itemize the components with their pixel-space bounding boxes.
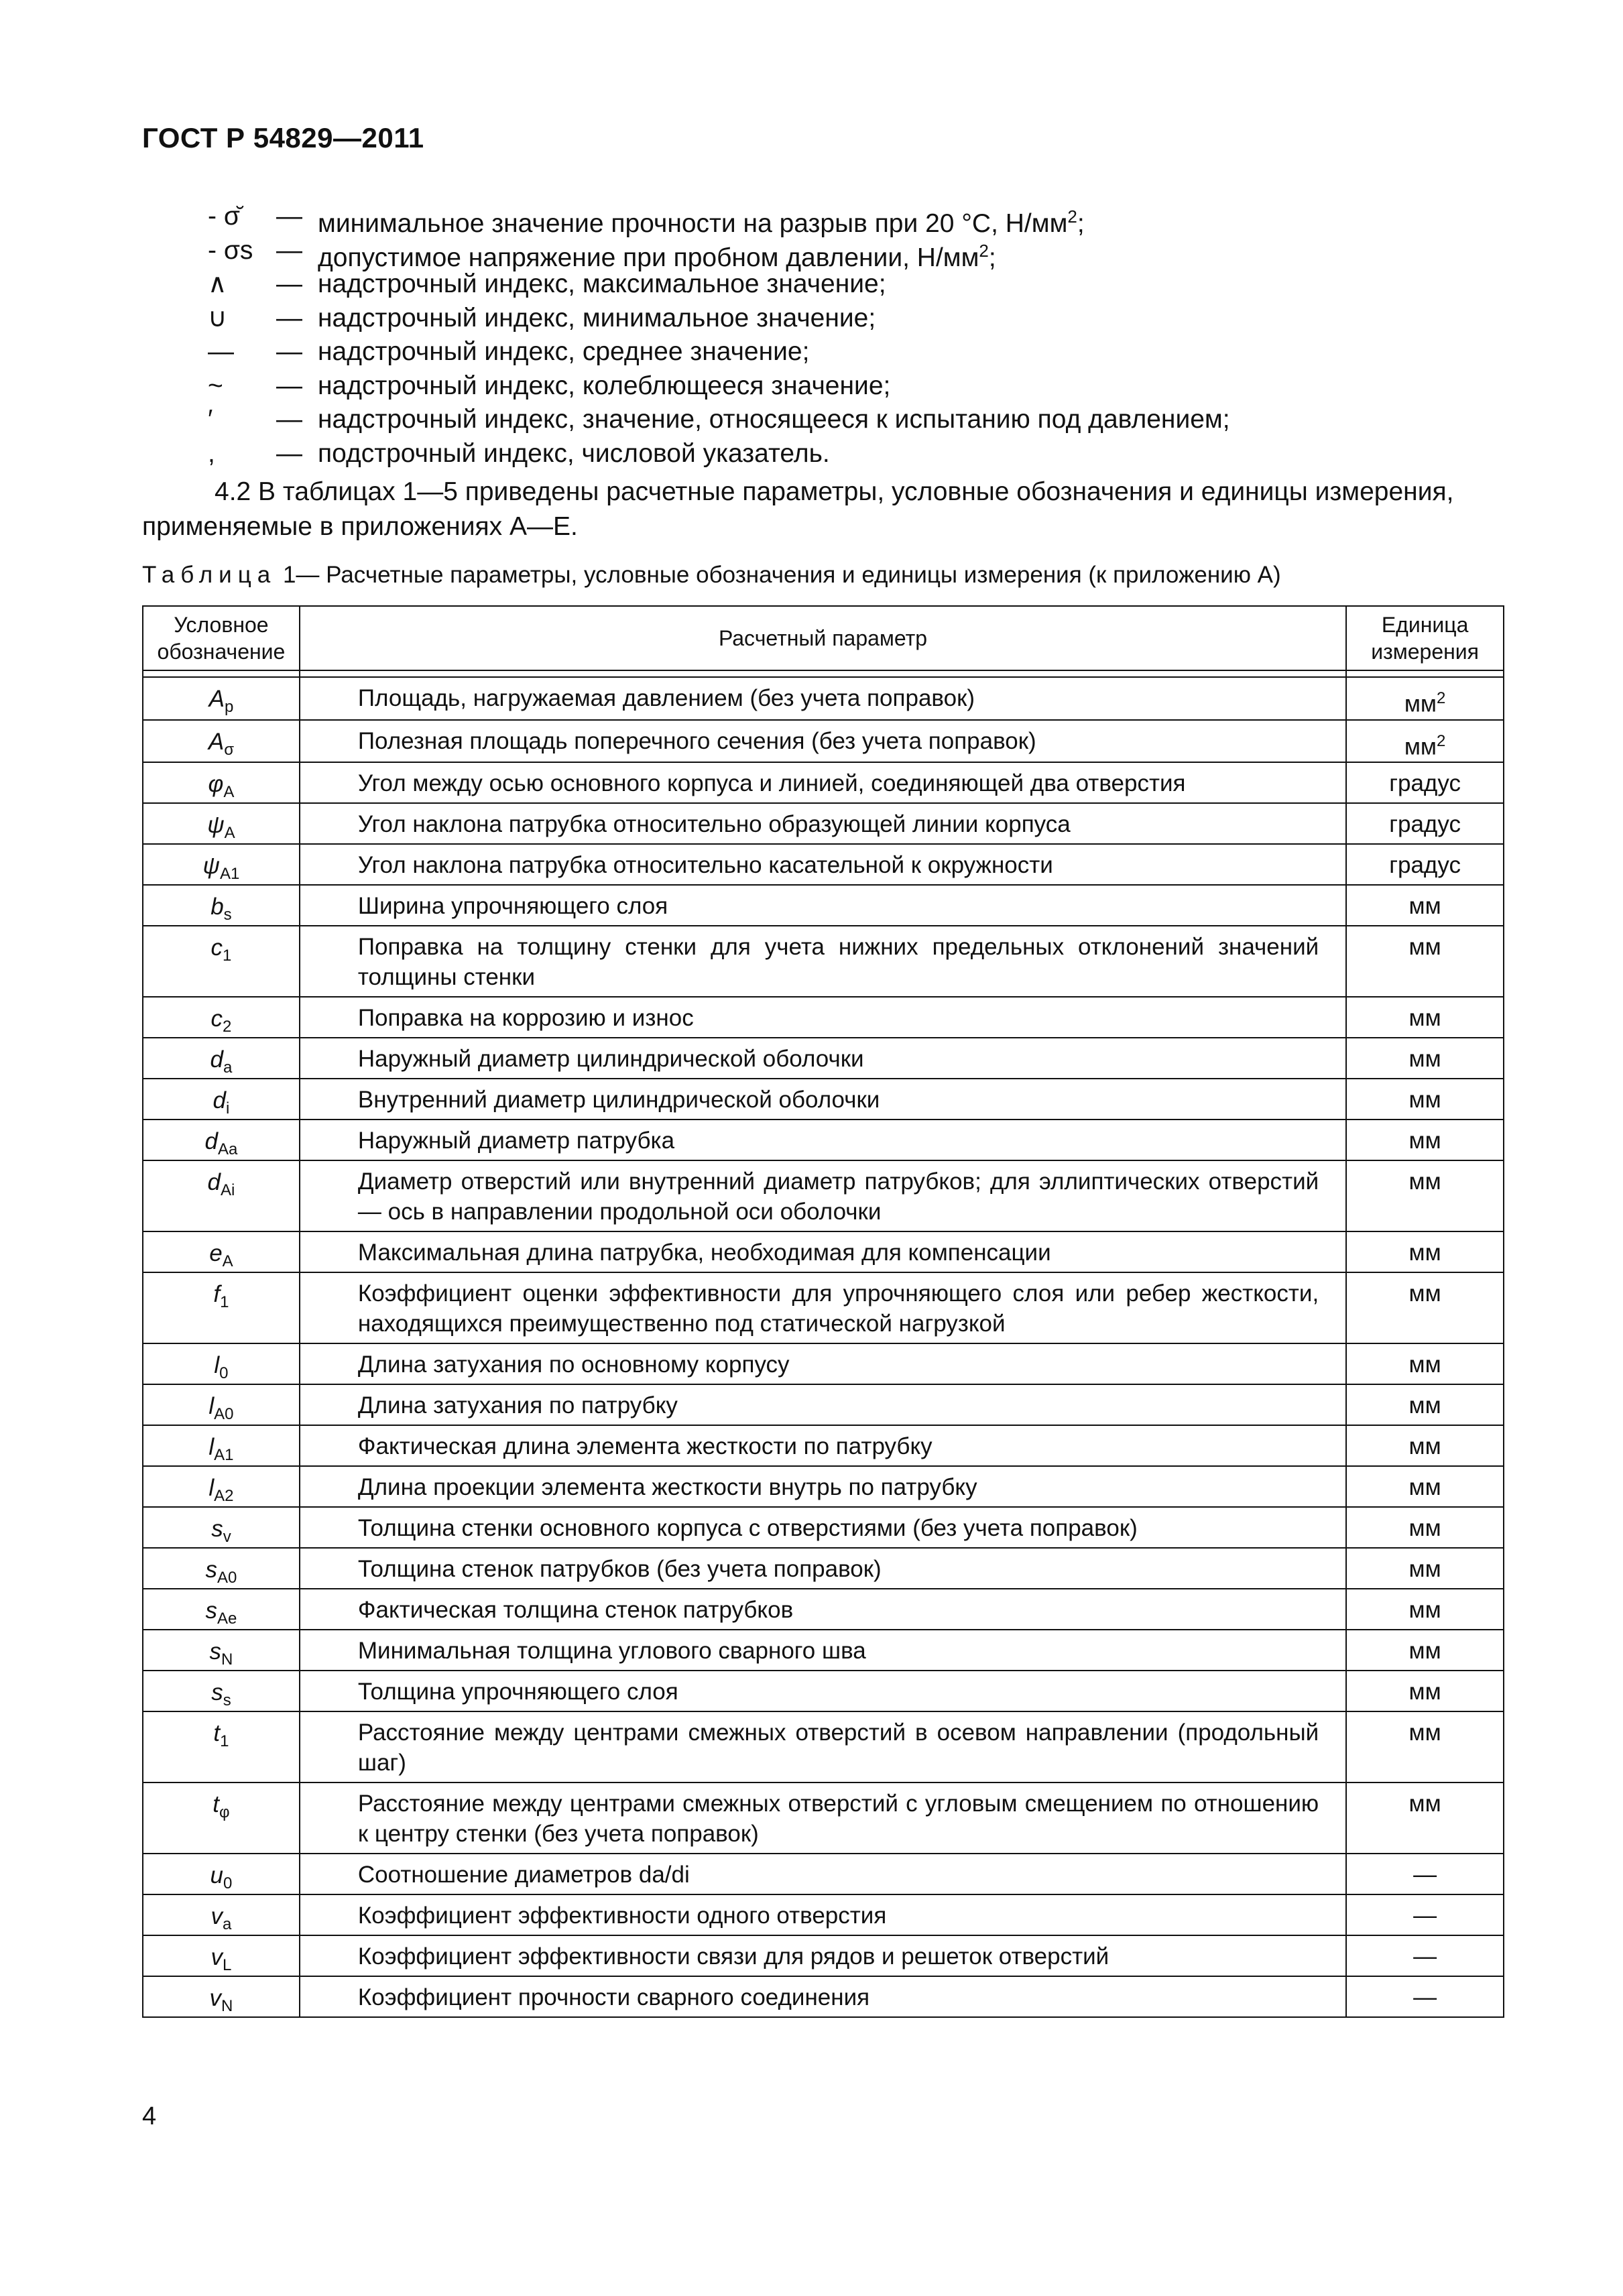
- symbol-subscript: A1: [214, 1446, 234, 1465]
- symbol-letter: t: [213, 1791, 220, 1818]
- table-row: [143, 885, 1504, 926]
- table-row: [143, 1671, 1504, 1711]
- unit-cell: [1346, 1589, 1504, 1630]
- table-row: [143, 1272, 1504, 1343]
- symbol-subscript: A: [224, 824, 235, 843]
- symbol-cell: [143, 1854, 300, 1894]
- unit-text: мм: [1408, 1597, 1441, 1624]
- symbol-subscript: a: [223, 1915, 232, 1934]
- symbol-cell: [143, 1894, 300, 1935]
- definition-dash: —: [276, 303, 302, 333]
- symbol-subscript: σ: [224, 740, 235, 759]
- symbol-cell: [143, 1120, 300, 1160]
- symbol-cell: [143, 1935, 300, 1976]
- symbol-subscript: Aa: [218, 1140, 238, 1159]
- symbol-subscript: a: [223, 1059, 233, 1077]
- unit-text: мм: [1408, 1046, 1441, 1073]
- header-separator: [143, 670, 1504, 677]
- symbol-letter: ψ: [207, 812, 225, 839]
- parameter-cell: Поправка на коррозию и износ: [300, 997, 1346, 1038]
- definition-dash: —: [276, 269, 302, 298]
- table-row: [143, 1079, 1504, 1120]
- symbol-subscript: 1: [220, 1732, 229, 1751]
- definition-text: [318, 267, 886, 302]
- unit-text: мм: [1408, 1433, 1441, 1460]
- unit-text: мм: [1408, 1638, 1441, 1665]
- table-row: [143, 1160, 1504, 1231]
- unit-text: мм: [1408, 1556, 1441, 1583]
- table-row: [143, 926, 1504, 997]
- symbol-subscript: φ: [219, 1803, 230, 1822]
- symbol-letter: l: [208, 1475, 215, 1502]
- unit-text: мм: [1408, 1392, 1441, 1419]
- definition-text: [318, 369, 890, 404]
- symbol-cell: [143, 1272, 300, 1343]
- symbol-subscript: 1: [223, 947, 232, 965]
- symbol-subscript: A: [222, 1252, 233, 1271]
- symbol-subscript: A1: [220, 865, 240, 884]
- symbol-subscript: v: [223, 1528, 231, 1547]
- unit-text: —: [1413, 1862, 1437, 1888]
- definition-text-main: надстрочный индекс, среднее значение;: [318, 337, 810, 366]
- parameter-cell: Угол наклона патрубка относительно образующей линии корпуса: [300, 803, 1346, 844]
- symbol-cell: [143, 885, 300, 926]
- parameter-cell: Коэффициент эффективности связи для рядов и решеток отверстий: [300, 1935, 1346, 1976]
- definition-dash: —: [276, 405, 302, 434]
- definition-text: [318, 437, 830, 471]
- unit-text: мм: [1408, 1515, 1441, 1542]
- parameter-cell: Наружный диаметр цилиндрической оболочки: [300, 1038, 1346, 1079]
- symbol-letter: u: [210, 1862, 223, 1889]
- parameter-cell: Толщина стенки основного корпуса с отверстиями (без учета поправок): [300, 1507, 1346, 1548]
- unit-text: мм: [1408, 1087, 1441, 1113]
- unit-text: градус: [1389, 811, 1461, 838]
- definition-tail: ;: [988, 243, 996, 272]
- parameter-cell: Толщина стенок патрубков (без учета поправок): [300, 1548, 1346, 1589]
- unit-superscript: 2: [1436, 689, 1446, 707]
- symbol-cell: [143, 1038, 300, 1079]
- symbol-letter: c: [211, 934, 223, 961]
- definition-tail: ;: [1077, 209, 1085, 238]
- unit-cell: [1346, 1120, 1504, 1160]
- unit-cell: [1346, 1343, 1504, 1384]
- symbol-letter: v: [211, 1903, 223, 1930]
- definition-dash: —: [276, 202, 302, 231]
- unit-cell: [1346, 844, 1504, 885]
- symbol-cell: [143, 1507, 300, 1548]
- unit-text: мм: [1404, 733, 1437, 760]
- definition-superscript: 2: [979, 240, 989, 261]
- symbol-cell: [143, 1079, 300, 1120]
- unit-cell: [1346, 885, 1504, 926]
- definition-dash: —: [276, 337, 302, 366]
- header-symbol: [143, 606, 300, 670]
- symbol-cell: [143, 1160, 300, 1231]
- unit-cell: [1346, 1894, 1504, 1935]
- symbol-cell: [143, 844, 300, 885]
- unit-text: —: [1413, 1902, 1437, 1929]
- symbol-letter: A: [208, 686, 225, 712]
- definition-symbol: ∧: [208, 269, 227, 298]
- symbol-letter: l: [208, 1434, 215, 1461]
- table-caption-label: Таблица: [142, 562, 277, 588]
- symbol-cell: [143, 1711, 300, 1783]
- definition-symbol: ~: [208, 371, 223, 400]
- unit-text: градус: [1389, 852, 1461, 879]
- symbol-letter: d: [204, 1128, 218, 1155]
- unit-cell: [1346, 1272, 1504, 1343]
- unit-cell: [1346, 1466, 1504, 1507]
- unit-cell: [1346, 1507, 1504, 1548]
- table-row: [143, 1038, 1504, 1079]
- symbol-subscript: 1: [220, 1293, 229, 1312]
- unit-cell: [1346, 1160, 1504, 1231]
- unit-text: мм: [1408, 1168, 1441, 1195]
- symbol-cell: [143, 1231, 300, 1272]
- symbol-subscript: 2: [223, 1018, 232, 1036]
- symbol-letter: f: [213, 1281, 221, 1308]
- symbol-subscript: Ae: [217, 1610, 237, 1628]
- section-paragraph: [142, 475, 1503, 544]
- unit-cell: [1346, 1935, 1504, 1976]
- definition-symbol: ,: [208, 438, 215, 468]
- table-row: [143, 1854, 1504, 1894]
- table-row: [143, 1466, 1504, 1507]
- header-unit-line: Единица: [1381, 613, 1469, 637]
- unit-cell: [1346, 1630, 1504, 1671]
- parameter-cell: Максимальная длина патрубка, необходимая для компенсации: [300, 1231, 1346, 1272]
- symbol-cell: [143, 677, 300, 720]
- symbol-cell: [143, 1630, 300, 1671]
- symbol-cell: [143, 720, 300, 763]
- symbol-subscript: A: [223, 783, 235, 802]
- symbol-letter: d: [207, 1169, 221, 1196]
- symbol-letter: s: [211, 1679, 223, 1706]
- definition-text-main: надстрочный индекс, максимальное значение;: [318, 269, 886, 298]
- unit-text: мм: [1408, 1679, 1441, 1705]
- parameter-cell: Внутренний диаметр цилиндрической оболочки: [300, 1079, 1346, 1120]
- symbol-subscript: s: [223, 1691, 231, 1710]
- table-row: [143, 1548, 1504, 1589]
- unit-cell: [1346, 1783, 1504, 1854]
- symbol-letter: b: [211, 894, 224, 920]
- table-row: [143, 1425, 1504, 1466]
- symbol-cell: [143, 762, 300, 803]
- parameters-table: [142, 605, 1504, 2018]
- symbol-cell: [143, 926, 300, 997]
- parameter-cell: Минимальная толщина углового сварного шва: [300, 1630, 1346, 1671]
- symbol-cell: [143, 1466, 300, 1507]
- parameter-cell: Фактическая длина элемента жесткости по патрубку: [300, 1425, 1346, 1466]
- table-caption: [142, 562, 1503, 589]
- unit-text: мм: [1408, 1240, 1441, 1266]
- unit-cell: [1346, 1384, 1504, 1425]
- unit-cell: [1346, 1976, 1504, 2017]
- unit-cell: [1346, 1079, 1504, 1120]
- symbol-subscript: 0: [223, 1874, 233, 1893]
- table-row: [143, 1507, 1504, 1548]
- parameter-cell: Коэффициент эффективности одного отверстия: [300, 1894, 1346, 1935]
- parameter-cell: Расстояние между центрами смежных отверстий с угловым смещением по отношению к центру стенки (без учета поправок): [300, 1783, 1346, 1854]
- symbol-letter: e: [209, 1240, 223, 1267]
- parameter-cell: Соотношение диаметров da/di: [300, 1854, 1346, 1894]
- table-caption-text: 1— Расчетные параметры, условные обозначения и единицы измерения (к приложению А): [282, 562, 1281, 588]
- parameter-cell: Полезная площадь поперечного сечения (без учета поправок): [300, 720, 1346, 763]
- unit-cell: [1346, 677, 1504, 720]
- unit-cell: [1346, 1548, 1504, 1589]
- unit-cell: [1346, 762, 1504, 803]
- symbol-letter: c: [211, 1006, 223, 1032]
- symbol-subscript: A2: [214, 1487, 234, 1506]
- unit-cell: [1346, 926, 1504, 997]
- unit-text: мм: [1408, 1719, 1441, 1746]
- unit-text: мм: [1408, 1351, 1441, 1378]
- table-row: [143, 844, 1504, 885]
- unit-text: градус: [1389, 770, 1461, 797]
- table-row: [143, 1231, 1504, 1272]
- symbol-cell: [143, 1343, 300, 1384]
- document-header: ГОСТ Р 54829—2011: [142, 122, 424, 154]
- table-row: [143, 997, 1504, 1038]
- unit-cell: [1346, 1671, 1504, 1711]
- symbol-cell: [143, 1976, 300, 2017]
- symbol-subscript: L: [223, 1956, 232, 1975]
- definition-symbol: - σ̆: [208, 202, 240, 231]
- unit-cell: [1346, 1425, 1504, 1466]
- unit-text: мм: [1408, 1128, 1441, 1154]
- symbol-subscript: N: [221, 1650, 233, 1669]
- parameter-cell: Коэффициент прочности сварного соединения: [300, 1976, 1346, 2017]
- symbol-subscript: Ai: [221, 1181, 235, 1200]
- unit-cell: [1346, 1231, 1504, 1272]
- unit-text: —: [1413, 1943, 1437, 1970]
- unit-text: мм: [1408, 1005, 1441, 1032]
- symbol-cell: [143, 803, 300, 844]
- symbol-cell: [143, 1589, 300, 1630]
- unit-superscript: 2: [1436, 731, 1446, 750]
- table-row: [143, 1711, 1504, 1783]
- parameter-cell: Поправка на толщину стенки для учета нижних предельных отклонений значений толщины стенки: [300, 926, 1346, 997]
- symbol-subscript: i: [226, 1099, 230, 1118]
- symbol-letter: l: [214, 1352, 220, 1379]
- definition-text-main: подстрочный индекс, числовой указатель.: [318, 438, 830, 468]
- table-row: [143, 1935, 1504, 1976]
- table-row: [143, 1894, 1504, 1935]
- unit-text: —: [1413, 1984, 1437, 2011]
- unit-cell: [1346, 803, 1504, 844]
- symbol-letter: d: [210, 1046, 223, 1073]
- parameter-cell: Длина проекции элемента жесткости внутрь по патрубку: [300, 1466, 1346, 1507]
- table-row: [143, 1384, 1504, 1425]
- table-row: [143, 1783, 1504, 1854]
- symbol-letter: v: [209, 1985, 222, 2012]
- unit-text: мм: [1404, 690, 1437, 717]
- unit-text: мм: [1408, 1280, 1441, 1307]
- header-symbol-line: обозначение: [157, 640, 286, 664]
- definition-text: [318, 302, 876, 336]
- paragraph-line: 4.2 В таблицах 1—5 приведены расчетные параметры, условные обозначения и единицы измерения,: [215, 477, 1454, 506]
- parameter-cell: Расстояние между центрами смежных отверстий в осевом направлении (продольный шаг): [300, 1711, 1346, 1783]
- definition-dash: —: [276, 371, 302, 400]
- unit-cell: [1346, 997, 1504, 1038]
- parameter-cell: Коэффициент оценки эффективности для упрочняющего слоя или ребер жесткости, находящихся преимущественно под статической нагрузкой: [300, 1272, 1346, 1343]
- unit-text: мм: [1408, 893, 1441, 920]
- unit-text: мм: [1408, 934, 1441, 961]
- parameter-cell: Наружный диаметр патрубка: [300, 1120, 1346, 1160]
- symbol-cell: [143, 1425, 300, 1466]
- symbol-subscript: s: [223, 906, 232, 924]
- parameter-cell: Длина затухания по патрубку: [300, 1384, 1346, 1425]
- definition-superscript: 2: [1067, 206, 1077, 227]
- page-number: 4: [142, 2102, 157, 2130]
- table-row: [143, 1589, 1504, 1630]
- symbol-letter: s: [205, 1557, 218, 1583]
- symbol-letter: s: [205, 1597, 218, 1624]
- symbol-cell: [143, 1384, 300, 1425]
- symbol-letter: ψ: [202, 853, 220, 880]
- parameter-cell: Толщина упрочняющего слоя: [300, 1671, 1346, 1711]
- unit-text: мм: [1408, 1474, 1441, 1501]
- table-row: [143, 803, 1504, 844]
- symbol-cell: [143, 1783, 300, 1854]
- symbol-subscript: N: [221, 1997, 233, 2016]
- definition-text-main: надстрочный индекс, значение, относящееся к испытанию под давлением;: [318, 405, 1230, 434]
- symbol-letter: d: [213, 1087, 226, 1114]
- definition-text: [318, 403, 1230, 437]
- definition-symbol: ′: [208, 405, 213, 434]
- table-row: [143, 1630, 1504, 1671]
- unit-cell: [1346, 720, 1504, 763]
- symbol-letter: s: [211, 1516, 223, 1543]
- symbol-letter: A: [208, 728, 225, 755]
- symbol-letter: s: [209, 1638, 222, 1665]
- symbol-letter: v: [211, 1944, 223, 1971]
- symbol-subscript: A0: [214, 1405, 234, 1424]
- symbol-subscript: p: [224, 698, 234, 716]
- parameter-cell: Угол наклона патрубка относительно касательной к окружности: [300, 844, 1346, 885]
- symbol-letter: l: [208, 1393, 215, 1420]
- unit-cell: [1346, 1038, 1504, 1079]
- paragraph-line: применяемые в приложениях А—Е.: [142, 512, 578, 541]
- definition-text-main: надстрочный индекс, колеблющееся значение;: [318, 371, 891, 400]
- symbol-subscript: 0: [219, 1364, 229, 1383]
- table-row: [143, 720, 1504, 763]
- symbol-letter: φ: [208, 771, 224, 798]
- header-symbol-line: Условное: [174, 613, 269, 637]
- definition-text: [318, 335, 809, 369]
- table-row: [143, 1976, 1504, 2017]
- definition-symbol: —: [208, 337, 234, 366]
- definition-text-main: надстрочный индекс, минимальное значение;: [318, 303, 876, 333]
- parameter-cell: Площадь, нагружаемая давлением (без учета поправок): [300, 677, 1346, 720]
- parameter-cell: Ширина упрочняющего слоя: [300, 885, 1346, 926]
- parameter-cell: Диаметр отверстий или внутренний диаметр патрубков; для эллиптических отверстий — ось в направлении продольной оси оболочки: [300, 1160, 1346, 1231]
- parameter-cell: Угол между осью основного корпуса и линией, соединяющей два отверстия: [300, 762, 1346, 803]
- symbol-cell: [143, 1671, 300, 1711]
- table-header-row: [143, 606, 1504, 670]
- definition-text-main: минимальное значение прочности на разрыв при 20 °С, Н/мм: [318, 209, 1068, 238]
- parameter-cell: Фактическая толщина стенок патрубков: [300, 1589, 1346, 1630]
- table-row: [143, 762, 1504, 803]
- table-row: [143, 1343, 1504, 1384]
- definition-symbol: - σs: [208, 235, 253, 265]
- header-unit-line: измерения: [1371, 640, 1479, 664]
- definition-dash: —: [276, 235, 302, 265]
- symbol-letter: t: [213, 1720, 221, 1747]
- definition-text-main: допустимое напряжение при пробном давлении, Н/мм: [318, 243, 979, 272]
- symbol-cell: [143, 997, 300, 1038]
- header-parameter: Расчетный параметр: [300, 606, 1346, 670]
- definition-dash: —: [276, 438, 302, 468]
- parameter-cell: Длина затухания по основному корпусу: [300, 1343, 1346, 1384]
- unit-text: мм: [1408, 1791, 1441, 1817]
- header-unit: [1346, 606, 1504, 670]
- table-row: [143, 677, 1504, 720]
- table-row: [143, 1120, 1504, 1160]
- unit-cell: [1346, 1854, 1504, 1894]
- unit-cell: [1346, 1711, 1504, 1783]
- symbol-subscript: A0: [217, 1569, 237, 1587]
- definition-symbol: ∪: [208, 303, 227, 333]
- symbol-cell: [143, 1548, 300, 1589]
